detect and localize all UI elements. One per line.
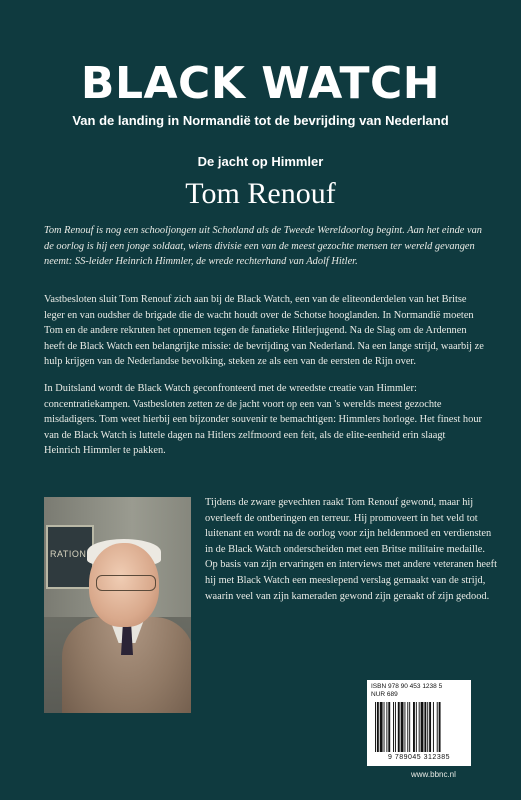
book-title: BLACK WATCH xyxy=(80,58,441,109)
blurb-paragraph-3: Tijdens de zware gevechten raakt Tom Renouf gewond, maar hij overleeft de ontberingen en terreur. Hij promoveert in het veld tot luitenant en wordt na de oorlog voor zijn heldenmoed en verdiensten in de Black Watch onderscheiden met een Britse militaire medaille. Op basis van zijn ervaringen en interviews met andere veteranen heeft hij met Black Watch een meeslepend verslag gemaakt van de strijd, waarin veel van zijn kameraden gewond zijn geraakt of zijn gedood. xyxy=(205,497,497,602)
blurb-paragraph-1: Vastbesloten sluit Tom Renouf zich aan bij de Black Watch, een van de eliteonderdelen van het Britse leger en van oudsher de brigade die de wacht houdt over de Schotse hooglanden. In Normandië moeten Tom en de andere rekruten het opnemen tegen de fanatieke Hitlerjugend. Na de Slag om de Ardennen heeft de Black Watch een belangrijke missie: de bevrijding van Nederland. Na een lange strijd, waarbij ze hulp krijgen van de Nederlandse bevolking, steken ze als een van de eersten de Rijn over. xyxy=(44,294,484,368)
photo-glasses xyxy=(96,575,156,591)
blurb-paragraph-2: In Duitsland wordt de Black Watch geconfronteerd met de wreedste creatie van Himmler: concentratiekampen. Vastbesloten zetten ze de jacht voort op een van 's werelds meest gezochte misdadigers. Tom weet hierbij een bijzonder souvenir te bemachtigen: Himmlers horloge. Het finest hour van de Black Watch is luttele dagen na Hitlers zelfmoord een feit, als de elite-eenheid erin slaagt Heinrich Himmler te pakken. xyxy=(44,383,482,457)
book-subtitle-secondary: De jacht op Himmler xyxy=(197,154,324,169)
nur-text: NUR 689 xyxy=(371,691,398,698)
plaque-text: RATION xyxy=(50,549,87,559)
barcode-digits: 9 789045 312385 xyxy=(388,754,450,761)
author-photo xyxy=(44,497,191,713)
publisher-website: www.bbnc.nl xyxy=(411,770,456,779)
isbn-text: ISBN 978 90 453 1238 5 xyxy=(371,683,443,690)
barcode-icon xyxy=(373,702,465,754)
intro-paragraph: Tom Renouf is nog een schooljongen uit Schotland als de Tweede Wereldoorlog begint. Aan het einde van de oorlog is hij een jonge soldaat, wiens divisie een van de meest gezochte mensen ter wereld gevangen neemt: SS-leider Heinrich Himmler, de wrede rechterhand van Adolf Hitler. xyxy=(44,225,482,268)
book-subtitle: Van de landing in Normandië tot de bevrijding van Nederland xyxy=(72,113,449,128)
barcode-panel xyxy=(367,680,471,766)
author-name: Tom Renouf xyxy=(185,177,336,210)
